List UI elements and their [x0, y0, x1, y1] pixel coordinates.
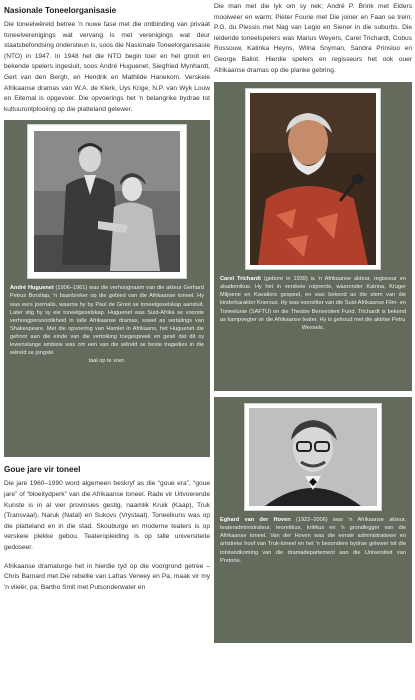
huguenet-photo: [27, 124, 187, 279]
huguenet-caption: [4, 284, 210, 369]
trichardt-caption-text: (gebore in 1939) is 'n Afrikaanse akteur, regisseur en akademikus. Hy het in verskeie rolprente, waaronder Katrina, Kruger Miljoene en Kavaliers gespeel, en was bekend as die stem van die kinderkarakter Knersus. Hy was voorsitter van die Suid-Afrikaanse Film- en Toneelunie (SAFTU) en die Theatre Benevolent Fund. Trichardt is bekend as kampvegter vir die Afrikaanse teater. Hy is getroud met die aktrise Petru: [220, 276, 406, 323]
section-heading-goue-jare: Goue jare vir toneel: [4, 465, 81, 475]
trichardt-photo-image: [246, 89, 380, 269]
trichardt-panel: [214, 82, 412, 391]
trichardt-photo: [245, 88, 381, 270]
vanderhoven-caption-text: (1922–2006) was 'n Afrikaanse akteur, teateradministrateur, teoretikus, kritikus en 'n grondlegger van die Afrikaanse toneel. Van der Hoven was die eerste administratiewe en artistieke hoof van Truk-toneel en het 'n besondere bydrae gelewer tot die totstandkoming van die dramadepartement aan die Universiteit van Pretoria.: [220, 517, 406, 564]
paragraph-goue-jare: Die jare 1960–1990 word algemeen beskryf as die “goue era”, “goue jare” of “bloeitydperk” van die Afrikaanse toneel. Rade vir Uitvoerende Kunste is in al vier provinsies gestig, naamlik Kruik (Kaap), Truk (Transvaal), Naruk (Natal) en Sukovs (Vrystaat). Toneelkuns was op die platteland en in die stad. Skouburge en moderne teaters is op verskeie plekke gebou. Teateropleiding is op talle universiteite gedoseer.: [4, 480, 210, 551]
paragraph-dramaturge-continued: Die man met die lyk om sy nek; André P. Brink met Elders mooiweer en warm; Pieter Fourie met Die joiner en Faan se trein; P.G. du Plessis met Nag van Legio en Siener in die suburbs. Die leidende toneelspelers was Marius Weyers, Carel Trichardt, Cobus Rossouw, Katinka Heyns, Wilna Snyman, Sandra Prinsloo en George Ballot. Hierdie spelers en regisseurs het ook ouer Afrikaanse dramas op die planke gebring.: [214, 3, 412, 74]
right-column: [214, 0, 412, 643]
left-column: [4, 0, 210, 593]
vanderhoven-panel: [214, 397, 412, 643]
vanderhoven-caption: [214, 516, 412, 569]
paragraph-dramaturge: Afrikaanse dramaturge het in hierdie tyd op die voorgrond getree – Chris Barnard met Die rebellie van Lafras Verwey en Pa, maak vir my 'n vlieër, pa; Bartho Smit met Putsonderwater en: [4, 562, 210, 591]
vanderhoven-photo: [244, 403, 382, 511]
vanderhoven-caption-name: Eghard van der Hoven: [220, 517, 291, 524]
trichardt-caption-name: Carel Trichardt: [220, 276, 261, 283]
huguenet-caption-tail: taal op te voer.: [88, 358, 126, 365]
huguenet-panel: [4, 120, 210, 457]
section-heading-nto: Nasionale Toneelorganisasie: [4, 6, 117, 15]
huguenet-caption-text: (1906–1961) was die verhoognaam van die akteur Gerhard Petrus Borstlap, 'n baanbreker op die gebied van die Afrikaanse toneel. Hy was eers joernalis, waarna hy by Paul de Groot se toneelgeselskap aansluit. Later stig hy sy eie toneelgeselskap. Huguenet was Suid-Afrika se voorste verhoogpersoonlikheid in talle Afrikaanse dramas, sowel as vertalings van Shakespeare. Met die opvoering van Hamlet in Afrikaans, het Huguenet die gehoor aan die einde van die vertolking toegespreek en gesê dat dit sy lewenslange ambisie was om een van die wêreld se beste tragedies in die wêreld se jongste: [10, 285, 204, 357]
trichardt-caption: [214, 275, 412, 336]
huguenet-caption-name: André Huguenet: [10, 285, 54, 292]
trichardt-caption-tail: Wessels.: [301, 324, 325, 331]
vanderhoven-photo-image: [245, 404, 381, 510]
huguenet-photo-image: [28, 125, 186, 278]
paragraph-nto: Die toneelwêreld betree 'n nuwe fase met die ontbinding van privaat toneelverenigings wat vervang is met verenigings wat deur staatsbefondsing ondersteun is, soos die Nasionale Toneelorganisasie (NTO) in 1947. In 1948 het die NTO begin toer en het groot en bekende spelers ingesluit, soos André Huguenet, Siegfried Mynhardt, Gert van den Bergh, en Hendrik en Mathilde Hanekom. Verskeie Afrikaanse dramas van W.A. de Klerk, Uys Krige, N.P. van Wyk Louw en Eitemal is opgevoer. Die opvoerings het 'n belangrike bydrae tot kultuurontplooiing op die platteland gelewer.: [4, 21, 210, 113]
